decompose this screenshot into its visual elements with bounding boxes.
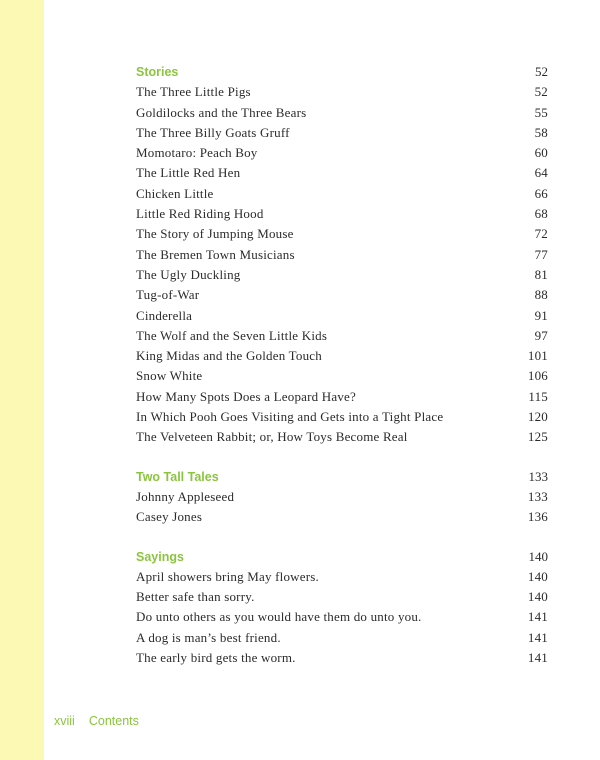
- toc-entry: [136, 648, 548, 668]
- toc-entry-title: The early bird gets the worm.: [136, 650, 296, 666]
- toc-entry-title: Little Red Riding Hood: [136, 206, 264, 222]
- toc-entry: [136, 184, 548, 204]
- toc-entry: [136, 326, 548, 346]
- toc-entry-page: 64: [534, 165, 548, 181]
- toc-entry: [136, 224, 548, 244]
- toc-section-sayings: [136, 547, 548, 669]
- toc-entry: [136, 507, 548, 527]
- toc-entry-title: The Little Red Hen: [136, 165, 241, 181]
- toc-entry-page: 72: [534, 226, 548, 242]
- toc-entry-title: Tug-of-War: [136, 287, 200, 303]
- toc-entry-page: 125: [527, 429, 548, 445]
- toc-entry-title: Do unto others as you would have them do unto you.: [136, 609, 422, 625]
- toc-entry-title: The Story of Jumping Mouse: [136, 226, 294, 242]
- toc-entry-title: King Midas and the Golden Touch: [136, 348, 322, 364]
- page-footer: [54, 714, 139, 728]
- toc-entry-title: How Many Spots Does a Leopard Have?: [136, 388, 357, 404]
- toc-entry: [136, 265, 548, 285]
- toc-entry: [136, 387, 548, 407]
- toc-entry-page: 52: [534, 84, 548, 100]
- toc-entry-page: 77: [534, 246, 548, 262]
- toc-entry-page: 140: [527, 589, 548, 605]
- toc-entry: [136, 407, 548, 427]
- section-heading-page: 52: [535, 64, 548, 79]
- toc-entry-page: 140: [527, 568, 548, 584]
- toc-entry: [136, 103, 548, 123]
- toc-entry-page: 88: [534, 287, 548, 303]
- toc-entry-title: Casey Jones: [136, 509, 203, 525]
- toc-entry-page: 81: [534, 266, 548, 282]
- section-heading-title: Stories: [136, 65, 179, 79]
- toc-entry-title: The Wolf and the Seven Little Kids: [136, 327, 328, 343]
- toc-entry: [136, 123, 548, 143]
- toc-entry-page: 91: [534, 307, 548, 323]
- toc-entry: [136, 628, 548, 648]
- toc-entry-title: In Which Pooh Goes Visiting and Gets into a Tight Place: [136, 409, 444, 425]
- toc-entry: [136, 487, 548, 507]
- toc-entry-title: The Bremen Town Musicians: [136, 246, 295, 262]
- toc-entry-page: 141: [527, 609, 548, 625]
- toc-entry-page: 101: [527, 348, 548, 364]
- toc-entry-title: A dog is man’s best friend.: [136, 629, 281, 645]
- toc-entry-page: 97: [534, 327, 548, 343]
- toc-entry-title: Snow White: [136, 368, 203, 384]
- toc-entry-page: 60: [534, 145, 548, 161]
- toc-entry-title: Cinderella: [136, 307, 193, 323]
- toc-entry-page: 55: [534, 104, 548, 120]
- toc-entry: [136, 366, 548, 386]
- toc-entry-page: 115: [528, 388, 548, 404]
- toc-entry-title: Chicken Little: [136, 185, 214, 201]
- toc-entry-title: April showers bring May flowers.: [136, 568, 319, 584]
- toc-entry: [136, 82, 548, 102]
- toc-entry-title: The Three Billy Goats Gruff: [136, 124, 290, 140]
- toc-entry: [136, 306, 548, 326]
- table-of-contents: [136, 62, 548, 687]
- toc-section-two-tall-tales: [136, 467, 548, 528]
- toc-entry-page: 106: [527, 368, 548, 384]
- footer-label: Contents: [88, 714, 139, 728]
- toc-section-stories: [136, 62, 548, 448]
- toc-entry: [136, 285, 548, 305]
- section-heading-page: 140: [528, 548, 548, 564]
- toc-entry: [136, 587, 548, 607]
- toc-entry-page: 141: [527, 629, 548, 645]
- toc-entry-page: 136: [527, 509, 548, 525]
- toc-entry-title: Momotaro: Peach Boy: [136, 145, 258, 161]
- section-heading: [136, 547, 548, 567]
- toc-entry-title: The Velveteen Rabbit; or, How Toys Become Real: [136, 429, 408, 445]
- toc-entry-page: 66: [534, 185, 548, 201]
- section-heading-page: 133: [528, 468, 548, 484]
- toc-entry-title: Johnny Appleseed: [136, 488, 235, 504]
- toc-entry-page: 120: [527, 409, 548, 425]
- toc-entry: [136, 245, 548, 265]
- toc-entry: [136, 427, 548, 447]
- toc-entry-title: Better safe than sorry.: [136, 589, 255, 605]
- toc-entry-title: The Ugly Duckling: [136, 266, 241, 282]
- toc-entry: [136, 143, 548, 163]
- toc-entry: [136, 204, 548, 224]
- toc-entry-page: 141: [527, 650, 548, 666]
- toc-entry-page: 68: [534, 206, 548, 222]
- section-heading-title: Two Tall Tales: [136, 469, 219, 484]
- side-color-stripe: [0, 0, 44, 760]
- toc-entry: [136, 346, 548, 366]
- section-heading: [136, 62, 548, 82]
- toc-entry: [136, 567, 548, 587]
- toc-entry-title: Goldilocks and the Three Bears: [136, 104, 307, 120]
- toc-entry-page: 133: [527, 488, 548, 504]
- toc-entry: [136, 607, 548, 627]
- toc-entry-page: 58: [534, 124, 548, 140]
- toc-entry: [136, 163, 548, 183]
- section-heading: [136, 467, 548, 487]
- footer-page-number: xviii: [54, 714, 75, 728]
- section-heading-title: Sayings: [136, 549, 184, 564]
- toc-entry-title: The Three Little Pigs: [136, 84, 251, 100]
